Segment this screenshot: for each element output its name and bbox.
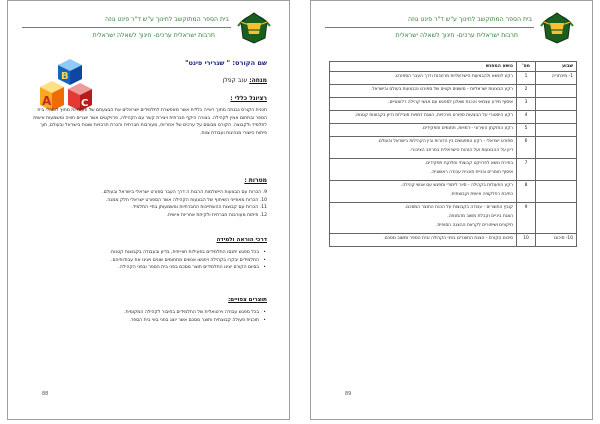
row-week [536, 203, 577, 234]
table-body [330, 72, 577, 247]
method-item: • בכל מפגש יתנסו התלמידים בפעילות חווייתית, בדיון ובעבודה בקבוצות קטנות. [29, 249, 259, 257]
row-topic [330, 85, 517, 98]
row-topic [330, 137, 517, 159]
page-number: 88 [42, 391, 49, 397]
row-topic-line: כתיבת רפלקציה אישית וקבוצתית. [450, 191, 513, 197]
row-topic [330, 234, 517, 247]
goal-item: 11. הכרות עם קבוצות ההשתייכות החברתיות ומשמעותן בחיי התלמיד. [131, 205, 267, 210]
row-topic-line: ספורט ישראלי - רקע המפגשים בין הדורות ובין הקהילות בישראל ובעולם. [377, 138, 513, 144]
rationale-label: רציונל כללי : [230, 95, 267, 102]
row-topic-line: הצגת ביניים וקבלת משוב מהמנחה. [447, 213, 513, 219]
table-row [330, 124, 577, 137]
row-number: 3 [517, 98, 536, 111]
svg-text:C: C [81, 98, 89, 109]
outputs-heading: תוצרים צפויים: [228, 297, 267, 303]
row-week [536, 137, 577, 159]
school-crest-icon [235, 10, 273, 44]
rationale-text [29, 107, 267, 137]
row-week [536, 181, 577, 203]
row-number: 7 [517, 159, 536, 181]
table-row [330, 159, 577, 181]
goals-label: מטרות : [244, 177, 267, 184]
outputs-list [29, 309, 267, 324]
header-week: שבוע [536, 62, 577, 72]
table-row [330, 98, 577, 111]
row-topic-line: רקע הפעולות בקהילה - סיור לימודי ומפגש עם אנשי קהילה. [400, 182, 513, 188]
row-number: 6 [517, 137, 536, 159]
row-week [536, 111, 577, 124]
header-number: מס' [517, 62, 536, 72]
row-topic-line: איסוף מידע עצמאי והכנת שאלון למפגש עם אנשי קהילה רלוונטיים. [388, 99, 513, 105]
rationale-paragraph: תכנית הקורס נבנתה מתוך ראייה כללית אשר מאפשרת לתלמידים ישראלים את הבצעתם של פעילויות מחוץ לכותלי בית הספר ובתחום אמין לקהילה. בצורה היקף חברתית ויצירת קשר עם הקהילה, פרויקטים אשר יוצרים חוויה ומשמעות אישית לתלמיד ולקבוצה. הקורס מבוסס על ערכים של אחריות, מעורבות חברתית והכרת תרבויות שונות בישראל ובעולם, תוך פיתוח כישורי מנהיגות ועבודת צוות. [33, 108, 267, 136]
row-topic [330, 111, 517, 124]
document-page-left [7, 0, 290, 420]
row-topic [330, 159, 517, 181]
header-topic: נושא המפגש [330, 62, 517, 72]
course-schedule-table [329, 61, 577, 247]
table-row [330, 203, 577, 234]
row-week: 10- סיכום [536, 234, 577, 247]
row-number: 10 [517, 234, 536, 247]
row-topic [330, 124, 517, 137]
row-topic-line: קובץ התוצרים - עבודה בקבוצות על הכנת התוצר המסכם. [404, 204, 513, 210]
table-row [330, 181, 577, 203]
goals-heading [244, 177, 267, 184]
row-week [536, 124, 577, 137]
moderator-label: מנחה: [249, 77, 267, 84]
row-topic-line: בחירת נושא לפרויקט קבוצתי וחלוקת תפקידים. [424, 160, 513, 166]
header-subtitle: תרבות ישראלית ערכים- חינוך לשאלה ישראלית [92, 32, 215, 39]
row-number: 8 [517, 181, 536, 203]
table-row [330, 137, 577, 159]
goal-item: 9. הכרות עם הבצעות היישלמות הרבות ה דרך העבר ספורט ישראלי בישראל ובעולם. [102, 190, 267, 195]
row-week [536, 159, 577, 181]
svg-text:A: A [42, 94, 52, 108]
output-item: • תוכנית פעולה קבוצתית ותוצר מסכם אשר יוצג בפני באי בית הספר. [29, 317, 259, 325]
table-row [330, 111, 577, 124]
row-topic [330, 203, 517, 234]
header-subtitle: תרבות ישראלית ערכים- חינוך לשאלה ישראלית [395, 32, 518, 39]
row-topic-line: רקע לנושא ולהבצעות הישראליות מרחבות ודרך העבר הספורט. [394, 73, 513, 79]
header-rule [325, 27, 534, 28]
row-topic [330, 98, 517, 111]
table-row [330, 72, 577, 85]
page-header [325, 12, 578, 48]
row-topic-line: רקע היסטורי על הבצעות ספורט מרכזיות, הצגת דמויות מובילות ודיון בקבוצות קטנות. [354, 112, 513, 118]
methods-list [29, 249, 267, 272]
goal-item: 12. פיתוח מעורבות חברתית ולקיחת אחריות אישית. [166, 212, 267, 218]
document-page-right [310, 0, 593, 420]
row-number: 2 [517, 85, 536, 98]
method-item: • בסיום הקורס יציגו התלמידים תוצר מסכם בפני בית הספר ובפני הקהילה. [29, 264, 259, 272]
header-school-name: בית הספר המתוקשב לחינוך ע"ש ד"ר פינט גוזה [105, 16, 229, 23]
row-topic-line: רקע החזקתן העירוני - דמויות, תחומים ותפקידים. [421, 125, 513, 131]
row-topic [330, 72, 517, 85]
row-number: 1 [517, 72, 536, 85]
row-topic-line: רקע הבצעות ישראליות - מושגים וקווים של ספורט והבצעות בעולם ובישראל. [370, 86, 513, 92]
svg-text:B: B [61, 71, 69, 82]
page-number: 89 [345, 391, 352, 397]
row-topic-line: איסוף חומרים ובניית תוכנית עבודה ראשונית. [430, 169, 513, 175]
row-week [536, 98, 577, 111]
row-topic-line: סיכום הקורס - הצגת התוצרים בפני הקהילה ובית הספר ומשוב מסכם. [383, 235, 513, 241]
table-row [330, 234, 577, 247]
table-header-row [330, 62, 577, 72]
page-header [22, 12, 275, 48]
row-number: 9 [517, 203, 536, 234]
moderator-value: ענב קפלן [222, 77, 248, 84]
row-topic-line: דיון על ההבצעות ועל הזהות הישראלית במרחב הציבורי. [409, 147, 513, 153]
goals-list [29, 189, 267, 219]
row-topic [330, 181, 517, 203]
row-topic-line: תיקונים ושיפורים לקראת ההצגה הסופית. [436, 222, 513, 228]
moderator-line [223, 77, 267, 84]
header-rule [22, 27, 231, 28]
rationale-heading [230, 95, 267, 102]
row-week: 1- מיכתריה [536, 72, 577, 85]
header-school-name: בית הספר המתוקשב לחינוך ע"ש ד"ר פינט גוזה [408, 16, 532, 23]
method-item: • התלמידים יבקרו בקהילה ויפגשו אנשים מתחומים שונים ויציגו את עבודותיהם. [29, 257, 259, 265]
row-number: 5 [517, 124, 536, 137]
course-title: שם הקורס: " שגרירי פינט" [185, 59, 267, 67]
school-crest-icon [538, 10, 576, 44]
row-week [536, 85, 577, 98]
goal-item: 10. הכרות מאפייני השיתוף של הבצעות הקהילה אשר הספורט ישראלי חלק ממנה. [105, 197, 267, 203]
row-number: 4 [517, 111, 536, 124]
methods-heading: דרכי הוראה ולמידה [216, 237, 267, 243]
output-item: • בכל מפגש עבודה וירטואלית של התלמידים בחיבור לקהילה המקומית. [29, 309, 259, 317]
table-row [330, 85, 577, 98]
